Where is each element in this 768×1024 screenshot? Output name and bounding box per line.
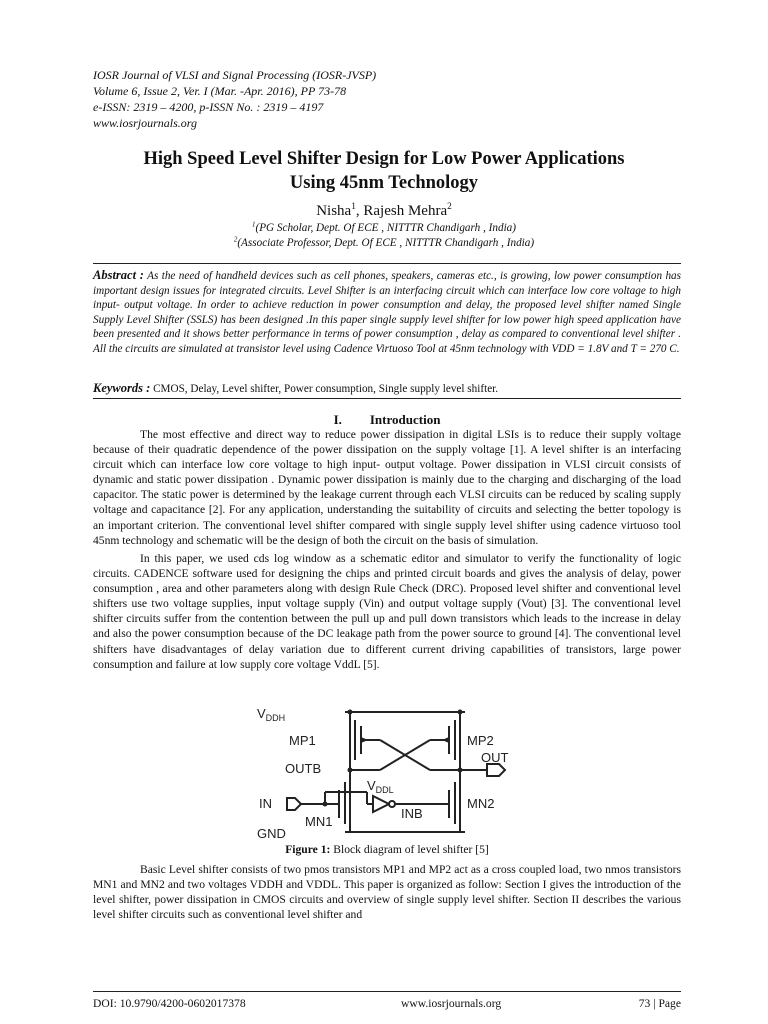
affiliation-2-text: (Associate Professor, Dept. Of ECE , NITTTR Chandigarh , India) xyxy=(237,237,535,249)
inb-label: INB xyxy=(401,806,423,821)
abstract-top-rule xyxy=(93,263,681,264)
paper-title xyxy=(60,147,708,195)
figure-caption-label: Figure 1: xyxy=(285,843,331,856)
level-shifter-schematic xyxy=(255,700,525,842)
affiliation-1-text: (PG Scholar, Dept. Of ECE , NITTTR Chandigarh , India) xyxy=(255,222,516,234)
section-number: I. xyxy=(333,412,342,427)
section-title: Introduction xyxy=(369,412,441,427)
mn1-label: MN1 xyxy=(305,814,333,829)
affiliation-2-sup: 2 xyxy=(233,235,238,244)
abstract-bottom-rule xyxy=(93,398,681,399)
keywords-label: Keywords : xyxy=(93,381,151,395)
journal-volume: Volume 6, Issue 2, Ver. I (Mar. -Apr. 2016), PP 73-78 xyxy=(93,84,347,98)
figure-caption xyxy=(93,842,681,857)
author-2-sup: 2 xyxy=(447,202,452,212)
journal-name: IOSR Journal of VLSI and Signal Processing (IOSR-JVSP) xyxy=(93,68,377,82)
affiliations xyxy=(60,221,708,251)
page-footer xyxy=(93,996,681,1012)
vddl-label: $V_{DDL}$ xyxy=(367,778,394,795)
abstract-label: Abstract : xyxy=(93,268,144,282)
section-heading xyxy=(93,412,681,428)
footer-site: www.iosrjournals.org xyxy=(401,997,502,1010)
footer-rule xyxy=(93,991,681,992)
outb-label: OUTB xyxy=(285,761,322,776)
abstract-text: As the need of handheld devices such as cell phones, speakers, cameras etc., is growing, low power consumption has important design issues for integrated circuits. Level Shifter is an interfacing circuit which can interface low core voltage to high input- output voltage. In order to achieve reduction in power consumption and delay, the proposed level shifter named Single Supply Level Shifter (SSLS) has been designed .In this paper single supply level shifter for low power high speed application have been presented and it shows better performance in terms of power consumption , delay as compared to conventional level shifter . All the circuits are simulated at transistor level using Cadence Virtuoso Tool at 45nm technology with VDD = 1.8V and T = 270 C. xyxy=(93,270,681,355)
mn2-label: MN2 xyxy=(467,796,495,811)
mp2-label: MP2 xyxy=(467,733,494,748)
journal-header xyxy=(93,67,693,131)
intro-paragraph-2: In this paper, we used cds log window as a schematic editor and simulator to verify the functionality of logic circuits. CADENCE software used for designing the chips and printed circuit boards and gives the analysis of delay, power consumption , area and other parameters along with design Rule Check (DRC). Proposed level shifter and conventional level shifters use two voltage supplies, input voltage supply (Vin) and output voltage supply (Vout) [3]. The conventional level shifter circuits suffer from the contention between the pull up and pull down transistors which leads to the increase in delay and also the power consumption because of the DC leakage path from the power source to ground [4]. The conventional level shifters have disadvantages of delay variation due to different current driving capabilities of transistors, large power consumption and failure at low supply core voltage VddL [5]. xyxy=(93,552,681,671)
author-separator: , xyxy=(355,203,364,219)
author-1: Nisha xyxy=(316,203,352,219)
figure-caption-text: Block diagram of level shifter [5] xyxy=(330,843,489,856)
mp1-label: MP1 xyxy=(289,733,316,748)
journal-issn: e-ISSN: 2319 – 4200, p-ISSN No. : 2319 – 4197 xyxy=(93,100,324,114)
footer-doi: DOI: 10.9790/4200-0602017378 xyxy=(93,997,246,1010)
intro-paragraph-3: Basic Level shifter consists of two pmos transistors MP1 and MP2 act as a cross coupled load, two nmos transistors MN1 and MN2 and two voltages VDDH and VDDL. This paper is organized as follow: Section I gives the introduction of the level shifter, power dissipation in CMOS circuits and overview of single supply level shifter. Section II describes the various level shifter circuits such as conventional level shifter and xyxy=(93,863,681,922)
vddh-label: $V_{DDH}$ xyxy=(257,706,286,723)
out-label: OUT xyxy=(481,750,509,765)
title-line-2: Using 45nm Technology xyxy=(289,173,479,193)
affiliation-1 xyxy=(60,221,708,236)
title-line-1: High Speed Level Shifter Design for Low Power Applications xyxy=(143,149,625,169)
author-1-sup: 1 xyxy=(351,202,356,212)
affiliation-2 xyxy=(60,236,708,251)
in-label: IN xyxy=(259,796,272,811)
keywords xyxy=(93,381,681,397)
journal-url: www.iosrjournals.org xyxy=(93,116,198,130)
intro-paragraph-1: The most effective and direct way to reduce power dissipation in digital LSIs is to reduce their supply voltage because of their quadratic dependence of the power dissipation on the supply voltage [1]. A level shifter is an interfacing circuit which can interface low core voltage to high input- output voltage. Power dissipation in VLSI circuit consists of dynamic and static power dissipation . Dynamic power dissipation is mainly due to the charging and discharging of the load capacitor. The static power is determined by the leakage current through each VLSI circuits can be reduced by scaling supply voltage and capacitance [2]. For any application, understanding the suitability of circuits and selecting the better topology is an important criterion. The conventional level shifter compared with single supply level shifter using cadence virtuoso tool 45nm technology and schematic will be the design of both the circuit on the basis of simulation. xyxy=(93,428,681,547)
authors xyxy=(60,201,708,221)
author-2: Rajesh Mehra xyxy=(363,203,448,219)
footer-page-number: 73 | Page xyxy=(638,997,681,1010)
gnd-label: GND xyxy=(257,826,286,841)
abstract xyxy=(93,268,681,357)
keywords-text: CMOS, Delay, Level shifter, Power consumption, Single supply level shifter. xyxy=(150,383,499,395)
affiliation-1-sup: 1 xyxy=(252,220,256,229)
